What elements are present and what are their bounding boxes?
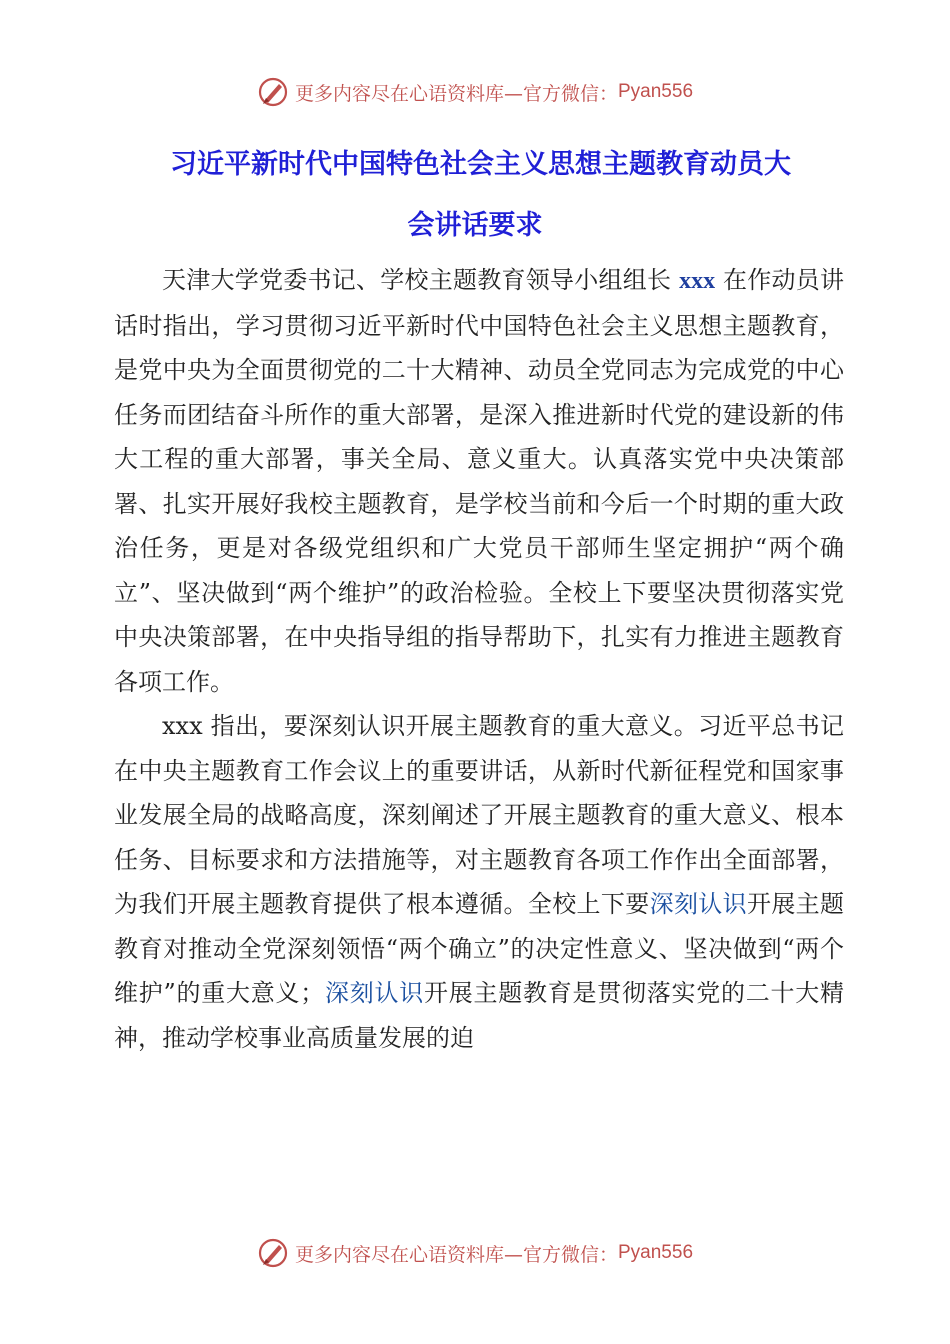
paragraph-2 (114, 704, 844, 1060)
header-watermark (0, 76, 950, 108)
p2-part2: 开展主题教育对推动全党深刻领悟“两个确立”的决定性意义、坚决做到“两个维护”的重大意义； (114, 890, 845, 1007)
document-title-line2: 会讲话要求 (407, 210, 543, 241)
logo-pen-icon (257, 76, 289, 108)
footer-watermark (0, 1237, 950, 1269)
p2-part3: 开展主题教育是贯彻落实党的二十大精神，推动学校事业高质量发展的迫 (114, 979, 844, 1052)
watermark-wechat-id: Pyan556 (618, 1242, 694, 1263)
document-body (114, 258, 844, 1060)
p1-suffix: 在作动员讲话时指出，学习贯彻习近平新时代中国特色社会主义思想主题教育，是党中央为全面贯彻党的二十大精神、动员全党同志为完成党的中心任务而团结奋斗所作的重大部署，是深入推进新时代党的建设新的伟大工程的重大部署，事关全局、意义重大。认真落实党中央决策部署、扎实开展好我校主题教育，是学校当前和今后一个时期的重大政治任务，更是对各级党组织和广大党员干部师生坚定拥护“两个确立”、坚决做到“两个维护”的政治检验。全校上下要坚决贯彻落实党中央决策部署，在中央指导组的指导帮助下，扎实有力推进主题教育各项工作。 (114, 266, 844, 696)
document-title-line1: 习近平新时代中国特色社会主义思想主题教育动员大 (170, 149, 791, 180)
p2-link-1[interactable]: 深刻认识 (649, 890, 747, 918)
paragraph-1 (114, 258, 844, 704)
p2-link-2[interactable]: 深刻认识 (324, 979, 425, 1007)
p2-part1: xxx 指出，要深刻认识开展主题教育的重大意义。习近平总书记在中央主题教育工作会议上的重要讲话，从新时代新征程党和国家事业发展全局的战略高度，深刻阐述了开展主题教育的重大意义、根本任务、目标要求和方法措施等，对主题教育各项工作作出全面部署，为我们开展主题教育提供了根本遵循。全校上下要 (114, 712, 844, 918)
watermark-wechat-id: Pyan556 (618, 81, 694, 102)
watermark-text: 更多内容尽在心语资料库—官方微信： (294, 82, 618, 105)
watermark-text: 更多内容尽在心语资料库—官方微信： (294, 1243, 618, 1266)
p1-name-highlight: xxx (679, 268, 716, 294)
logo-pen-icon (257, 1237, 289, 1269)
p1-prefix: 天津大学党委书记、学校主题教育领导小组组长 (162, 266, 680, 294)
